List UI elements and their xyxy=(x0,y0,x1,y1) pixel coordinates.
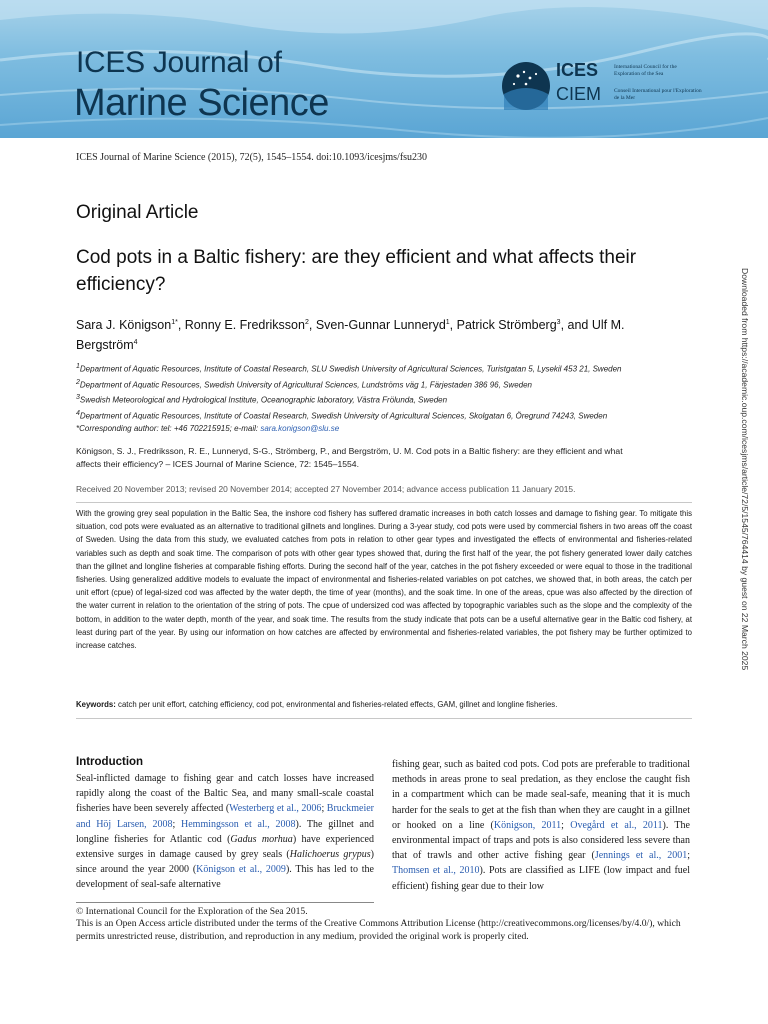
intro-column-left xyxy=(76,771,374,893)
body-text: Seal-inflicted damage to fishing gear and catch losses have increased rapidly along the coast of the Baltic Sea, and many small-scale coastal fisheries have been severely affected ( xyxy=(76,773,374,815)
introduction-heading: Introduction xyxy=(76,756,144,768)
logo-ciem-text: CIEM xyxy=(556,84,601,104)
footnote-rule xyxy=(76,902,374,903)
author-affil-sup: 1* xyxy=(171,319,178,326)
ices-globe-icon xyxy=(500,60,552,112)
download-watermark xyxy=(738,268,750,756)
email-link[interactable]: sara.konigson@slu.se xyxy=(260,424,340,433)
keywords xyxy=(76,700,692,709)
species-name: Gadus morhua xyxy=(230,833,293,845)
affiliation-text: Department of Aquatic Resources, Institute of Coastal Research, SLU Swedish University of Agricultural Sciences, Turistgatan 5, Lysekil 453 21, Sweden xyxy=(79,364,622,374)
affiliation-sup: 2 xyxy=(76,378,80,386)
affiliation-item xyxy=(76,376,716,392)
body-text: ; xyxy=(321,803,327,815)
logo-french-name: Conseil International pour l'Exploration de la Mer xyxy=(614,88,702,101)
received-dates: Received 20 November 2013; revised 20 November 2014; accepted 27 November 2014; advance access publication 11 January 2015. xyxy=(76,484,576,494)
citation-link[interactable]: Königson, 2011 xyxy=(493,819,562,831)
body-text: ). Pots are classified as LIFE (low impact and fuel efficient) fishing gear due to their low xyxy=(392,865,691,892)
body-text: ; xyxy=(172,818,181,830)
affiliation-text: Department of Aquatic Resources, Swedish University of Agricultural Sciences, Lundströms väg 1, Färjestaden 386 96, Sweden xyxy=(79,380,532,390)
author-affil-sup: 2 xyxy=(304,319,309,326)
abstract-top-rule xyxy=(76,502,692,503)
citation-link[interactable]: Ovegård et al., 2011 xyxy=(570,819,663,831)
intro-column-right xyxy=(392,757,690,894)
citation-link[interactable]: Bruckmeier and Höj Larsen, 2008 xyxy=(76,803,374,830)
body-text: ). The gillnet and longline fisheries for Atlantic cod ( xyxy=(76,818,374,845)
author-list xyxy=(76,314,686,354)
body-text: ) since around the year 2000 ( xyxy=(76,849,374,876)
affiliation-sup: 1 xyxy=(76,363,80,370)
author-name: , Ronny E. Fredriksson xyxy=(177,318,305,333)
copyright-line: © International Council for the Exploration of the Sea 2015. xyxy=(76,906,308,917)
corresponding-prefix: *Corresponding author: tel: +46 702215915; e-mail: xyxy=(76,424,261,433)
affiliation-sup: 3 xyxy=(76,394,80,402)
journal-title-line2: Marine Science xyxy=(74,82,329,124)
abstract-text: With the growing grey seal population in the Baltic Sea, the inshore cod fishery has suffered dramatic increases in both catch losses and damage to fishing gear. To mitigate this situation, cod pots were evaluated as an alternative to traditional gillnets and longlines. During a 3-year study, cod pots were used by commercial fishers in two areas off the coast of Sweden. Using the data from this study, we evaluated catches from pots in relation to other gear types and investigated the effects of environmental and fisheries-related variables such as depth and soak time. The comparison of pots with other gear types showed that, during the first half of the year, the pot fishery generated lower daily catches than the gillnet and longline fisheries at comparable fishing efforts. During the second half of the year, catches in the pot fishery exceeded or were equal to those in the traditional fisheries. Using generalized additive models to evaluate the impact of environmental and fisheries-related variables on pot catches, we showed that, in both areas, the catch per unit effort (cpue) of legal-sized cod was affected by the water depth, the time of year (months), and the soak time. In one of the areas, cpue was also affected by the direction of the water current in relation to the orientation of the string of pots. The cpue of undersized cod was affected by topographic variables such as the slope and the complexity of the bottom, in addition to the water depth, month of the year, and soak time. The results from the study indicate that pots can be a useful alternative gear in the Baltic cod fishery, at least during part of the year. By using our information on how catches are affected by environmental and fisheries-related variables, the pot fishery may be further optimized to increase catches. xyxy=(76,509,692,651)
body-text: ). The environmental impact of traps and pots is also considered less severe than that of trawls and other active fishing gear ( xyxy=(392,819,690,862)
author-name: , and Ulf M. Bergström xyxy=(76,318,625,353)
affiliation-text: Swedish Meteorological and Hydrological Institute, Oceanographic laboratory, Västra Frölunda, Sweden xyxy=(79,395,448,405)
article-type: Original Article xyxy=(76,202,199,223)
citation-link[interactable]: Thomsen et al., 2010 xyxy=(392,865,480,877)
journal-banner xyxy=(0,0,768,138)
affiliations xyxy=(76,360,716,423)
body-text: ) have experienced extensive surges in damage caused by grey seals ( xyxy=(76,833,374,861)
author-name: , Sven-Gunnar Lunneryd xyxy=(308,318,446,333)
ices-logo xyxy=(500,58,700,114)
logo-ices-text: ICES xyxy=(556,60,599,80)
body-text: ; xyxy=(561,819,571,831)
affiliation-item xyxy=(76,407,716,423)
affiliation-item xyxy=(76,391,716,407)
affiliation-item xyxy=(76,360,716,376)
keywords-label: Keywords: xyxy=(76,700,116,709)
species-name: Halichoerus grypus xyxy=(289,849,371,861)
author-affil-sup: 4 xyxy=(133,339,138,347)
journal-citation: ICES Journal of Marine Science (2015), 72(5), 1545–1554. doi:10.1093/icesjms/fsu230 xyxy=(76,152,428,163)
affiliation-sup: 4 xyxy=(76,409,80,417)
author-name: Sara J. Königson xyxy=(76,318,172,333)
citation-link[interactable]: Königson et al., 2009 xyxy=(196,864,286,876)
keywords-text: catch per unit effort, catching efficiency, cod pot, environmental and fisheries-related effects, GAM, gillnet and longline fisheries. xyxy=(115,700,558,709)
body-text: fishing gear, such as baited cod pots. Cod pots are preferable to traditional methods in areas prone to seal predation, as they enclose the caught fish in a compartment which can be made seal-safe, meaning that it is much harder for the seals to get at the fish than when they are caught in a gillnet or hooked on a line ( xyxy=(392,759,690,831)
citation-link[interactable]: Westerberg et al., 2006 xyxy=(229,803,322,815)
citation-link[interactable]: Hemmingsson et al., 2008 xyxy=(181,818,296,830)
abstract-bottom-rule xyxy=(76,718,692,719)
author-affil-sup: 3 xyxy=(556,319,561,326)
affiliation-text: Department of Aquatic Resources, Institute of Coastal Research, Swedish University of Agricultural Sciences, Skolgatan 6, Öregrund 74243, Sweden xyxy=(79,411,608,421)
corresponding-author xyxy=(76,424,339,433)
license-footer xyxy=(76,906,692,943)
download-note: Downloaded from https://academic.oup.com/icesjms/article/72/5/1545/764414 by guest on 22 March 2025 xyxy=(740,268,750,671)
body-text: ; xyxy=(687,850,691,862)
author-affil-sup: 1 xyxy=(445,319,450,326)
body-text: ). This has led to the development of seal-safe alternative xyxy=(76,864,374,891)
journal-title-line1: ICES Journal of xyxy=(76,46,282,79)
license-text: This is an Open Access article distributed under the terms of the Creative Commons Attribution License (http://creativecommons.org/licenses/by/4.0/), which permits unrestricted reuse, distribution, and reproduction in any medium, provided the original work is properly cited. xyxy=(76,918,681,942)
author-name: , Patrick Strömberg xyxy=(449,318,557,333)
logo-english-name: International Council for the Exploration of the Sea xyxy=(614,64,677,77)
citation-link[interactable]: Jennings et al., 2001 xyxy=(594,850,688,862)
how-to-cite: Königson, S. J., Fredriksson, R. E., Lunneryd, S-G., Strömberg, P., and Bergström, U. M. Cod pots in a Baltic fishery: are they efficient and what affects their efficiency? – ICES Journal of Marine Science, 72: 1545–1554. xyxy=(76,446,623,469)
article-title: Cod pots in a Baltic fishery: are they efficient and what affects their efficiency? xyxy=(76,247,637,295)
